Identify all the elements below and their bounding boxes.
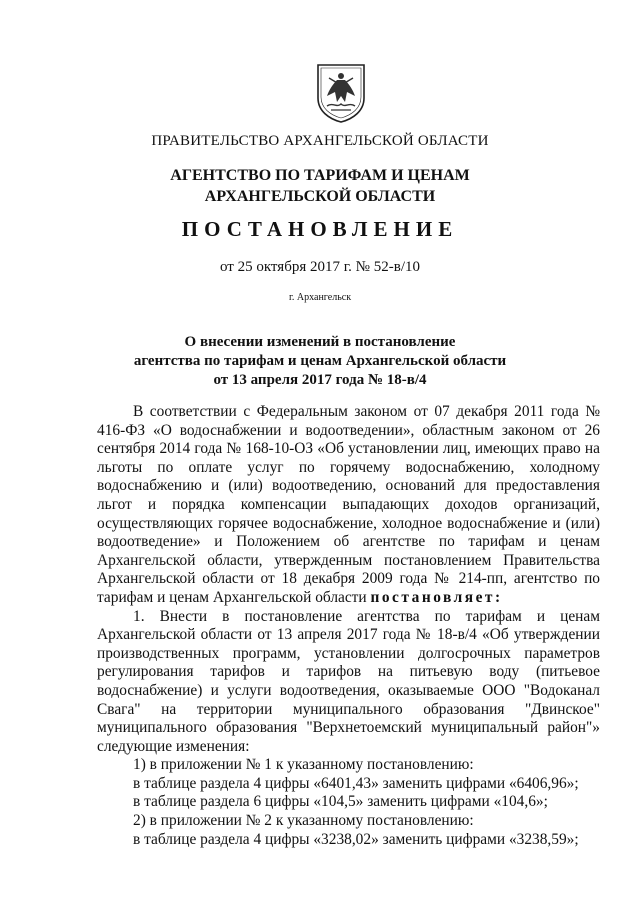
list-item: 1) в приложении № 1 к указанному постановлению: xyxy=(133,756,474,774)
preamble-text: В соответствии с Федеральным законом от 07 декабря 2011 года № 416-ФЗ «О водоснабжении и водоотведении», областным законом от 26 сентября 2014 года № 168-10-ОЗ «Об установлении лиц, имеющих право на льготы по оплате услуг по горячему водоснабжению, холодному водоснабжению и (или) водоотведению, оснований для предоставления льгот и порядка компенсации выпадающих доходов организаций, осуществляющих горячее водоснабжение, холодное водоснабжение и (или) водоотведение» и Положением об агентстве по тарифам и ценам Архангельской области, утвержденным постановлением Правительства Архангельской области от 18 декабря 2009 года № 214-пп, агентство по тарифам и ценам Архангельской области xyxy=(97,403,600,606)
date-and-number: от 25 октября 2017 г. № 52-в/10 xyxy=(219,259,420,275)
agency-name xyxy=(0,165,640,207)
subject-line1: О внесении изменений в постановление xyxy=(184,334,456,350)
subject-line3: от 13 апреля 2017 года № 18-в/4 xyxy=(213,372,427,388)
subject-line2: агентства по тарифам и ценам Архангельской области xyxy=(133,353,507,369)
list-item: в таблице раздела 4 цифры «3238,02» заменить цифрами «3238,59»; xyxy=(133,830,579,848)
list-item: 2) в приложении № 2 к указанному постановлению: xyxy=(133,812,474,830)
government-name: ПРАВИТЕЛЬСТВО АРХАНГЕЛЬСКОЙ ОБЛАСТИ xyxy=(151,133,489,149)
coat-of-arms-icon xyxy=(315,62,367,124)
preamble-paragraph xyxy=(97,403,600,608)
agency-name-line1: АГЕНТСТВО ПО ТАРИФАМ И ЦЕНАМ xyxy=(170,167,470,184)
list-item: в таблице раздела 6 цифры «104,5» заменить цифрами «104,6»; xyxy=(133,793,548,811)
point-1-paragraph: 1. Внести в постановление агентства по тарифам и ценам Архангельской области от 13 апреля 2017 года № 18-в/4 «Об утверждении производственных программ, установлении долгосрочных параметров регулирования тарифов и тарифов на питьевую воду (питьевое водоснабжение) и услуги водоотведения, оказываемые ООО "Водоканал Свага" на территории муниципального образования "Двинское" муниципального образования "Верхнетоемский муниципальный район"» следующие изменения: xyxy=(97,607,600,755)
city: г. Архангельск xyxy=(288,292,352,303)
agency-name-line2: АРХАНГЕЛЬСКОЙ ОБЛАСТИ xyxy=(204,188,436,205)
document-type: ПОСТАНОВЛЕНИЕ xyxy=(181,217,459,241)
document-subject xyxy=(0,333,640,390)
document-body xyxy=(97,403,600,849)
list-item: в таблице раздела 4 цифры «6401,43» заменить цифрами «6406,96»; xyxy=(133,774,579,792)
resolves-word: постановляет: xyxy=(370,588,503,606)
